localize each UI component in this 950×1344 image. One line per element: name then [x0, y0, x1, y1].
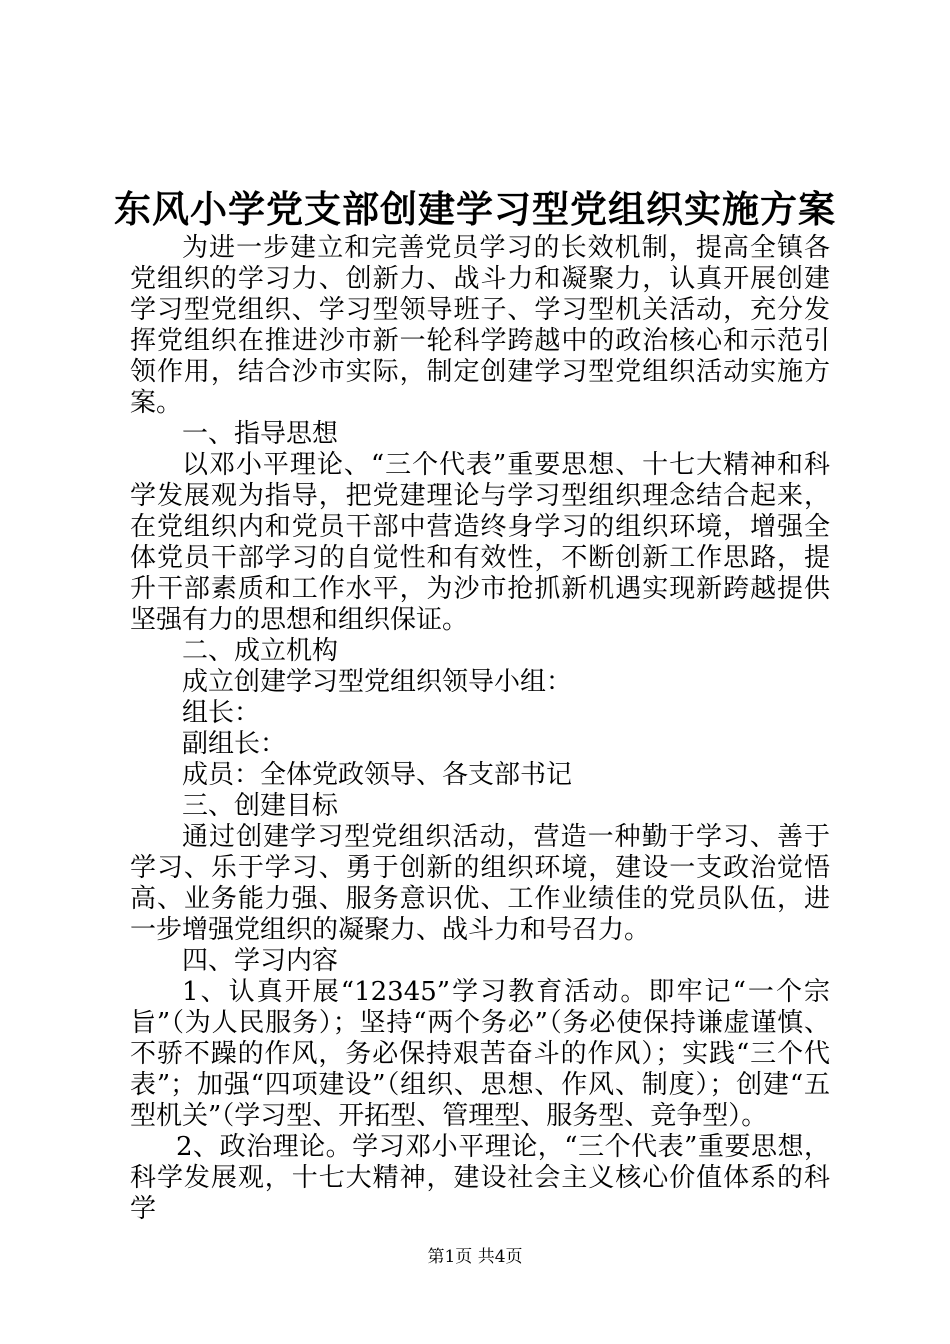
paragraph-study-item-2: 2、政治理论。学习邓小平理论，“三个代表”重要思想，科学发展观，十七大精神，建设社会主义核心价值体系的科学: [130, 1132, 830, 1224]
heading-organization: 二、成立机构: [182, 636, 339, 666]
heading-study-content: 四、学习内容: [182, 946, 339, 976]
paragraph-group-leader: 组长：: [182, 698, 261, 728]
paragraph-guiding-thought: 以邓小平理论、“三个代表”重要思想、十七大精神和科学发展观为指导，把党建理论与学习型组织理念结合起来，在党组织内和党员干部中营造终身学习的组织环境，增强全体党员干部学习的自觉性和有效性，不断创新工作思路，提升干部素质和工作水平，为沙市抢抓新机遇实现新跨越提供坚强有力的思想和组织保证。: [130, 450, 830, 635]
paragraph-goals: 通过创建学习型党组织活动，营造一种勤于学习、善于学习、乐于学习、勇于创新的组织环境，建设一支政治觉悟高、业务能力强、服务意识优、工作业绩佳的党员队伍，进一步增强党组织的凝聚力、战斗力和号召力。: [130, 822, 830, 945]
heading-guiding-thought: 一、指导思想: [182, 419, 339, 449]
document-body: [130, 233, 830, 1225]
page-footer: 第1页 共4页: [427, 1247, 523, 1267]
heading-goals: 三、创建目标: [182, 791, 339, 821]
paragraph-members: 成员：全体党政领导、各支部书记: [182, 760, 573, 790]
document-title: 东风小学党支部创建学习型党组织实施方案: [114, 187, 836, 231]
paragraph-study-item-1: 1、认真开展“12345”学习教育活动。即牢记“一个宗旨”（为人民服务）；坚持“两个务必”（务必使保持谦虚谨慎、不骄不躁的作风，务必保持艰苦奋斗的作风）；实践“三个代表”；加强“四项建设”（组织、思想、作风、制度）；创建“五型机关”（学习型、开拓型、管理型、服务型、竞争型）。: [130, 977, 830, 1131]
paragraph-leading-group: 成立创建学习型党组织领导小组：: [182, 667, 573, 697]
paragraph-intro: 为进一步建立和完善党员学习的长效机制，提高全镇各党组织的学习力、创新力、战斗力和凝聚力，认真开展创建学习型党组织、学习型领导班子、学习型机关活动，充分发挥党组织在推进沙市新一轮科学跨越中的政治核心和示范引领作用，结合沙市实际，制定创建学习型党组织活动实施方案。: [130, 233, 830, 418]
paragraph-deputy-leader: 副组长：: [182, 729, 287, 759]
